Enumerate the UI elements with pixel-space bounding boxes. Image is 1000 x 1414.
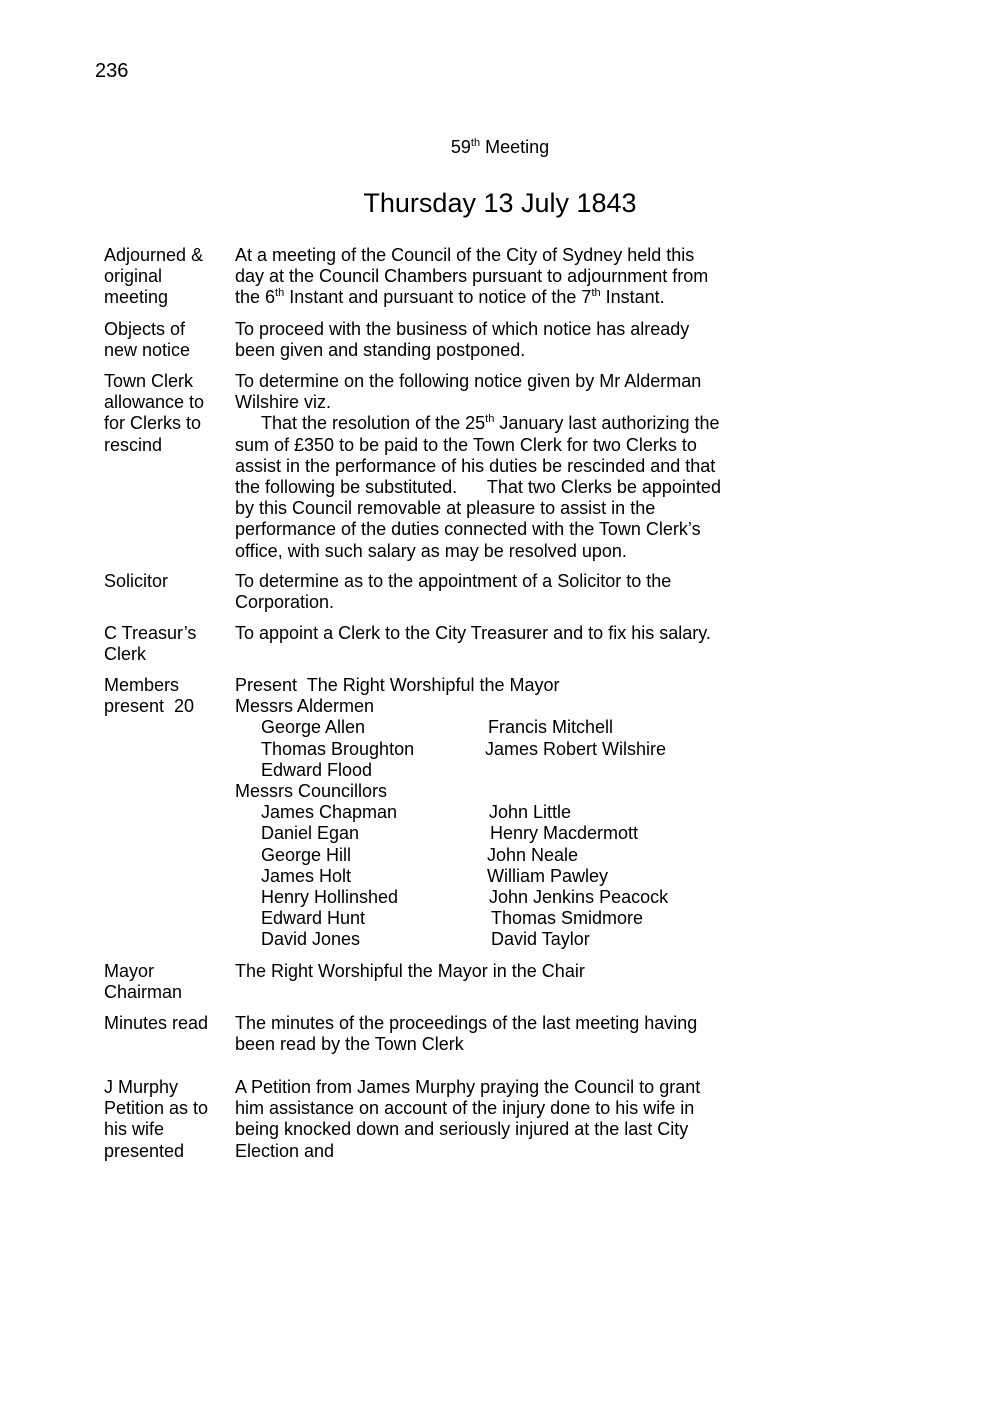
alderman-name: Francis Mitchell	[488, 717, 614, 738]
section-members-present	[104, 675, 744, 955]
present-line: Present The Right Worshipful the Mayor	[235, 675, 560, 695]
aldermen-heading: Messrs Aldermen	[235, 696, 375, 717]
section-text: To proceed with the business of which notice has already been given and standing postponed.	[235, 319, 690, 361]
alderman-name: Thomas Broughton	[261, 738, 415, 759]
alderman-name: Edward Flood	[261, 759, 373, 780]
meeting-label: Meeting	[485, 137, 550, 157]
councillor-name: David Taylor	[491, 929, 590, 950]
councillor-name: George Hill	[261, 844, 352, 865]
councillor-name: Edward Hunt	[261, 908, 366, 929]
councillor-name: Daniel Egan	[261, 823, 360, 844]
councillor-name: John Neale	[487, 844, 579, 865]
margin-note: Solicitor	[104, 571, 169, 591]
section-text: The minutes of the proceedings of the last meeting having been read by the Town Clerk	[235, 1013, 698, 1055]
margin-note: Members present 20	[104, 675, 195, 717]
councillor-name: James Holt	[261, 865, 352, 886]
section-text: At a meeting of the Council of the City of Sydney held this day at the Council Chambers pursuant to adjournment from the 6th Instant and pursuant to notice of the 7th Instant.	[235, 245, 709, 308]
alderman-name: George Allen	[261, 717, 366, 738]
councillor-name: Thomas Smidmore	[491, 908, 644, 929]
section-adjourned	[104, 245, 744, 311]
section-minutes-read	[104, 1013, 744, 1057]
section-solicitor	[104, 571, 744, 615]
section-petition	[104, 1077, 744, 1165]
margin-note: J Murphy Petition as to his wife presented	[104, 1077, 209, 1161]
margin-note: Minutes read	[104, 1013, 209, 1033]
meeting-number-suffix: th	[470, 137, 481, 149]
margin-note: Adjourned & original meeting	[104, 245, 204, 308]
section-text: The Right Worshipful the Mayor in the Chair	[235, 961, 585, 981]
meeting-number	[0, 137, 1000, 158]
margin-note: Objects of new notice	[104, 319, 191, 361]
section-text: To determine as to the appointment of a Solicitor to the Corporation.	[235, 571, 672, 613]
alderman-name: James Robert Wilshire	[485, 738, 667, 759]
councillor-name: David Jones	[261, 929, 361, 950]
section-text: A Petition from James Murphy praying the Council to grant him assistance on account of the injury done to his wife in being knocked down and seriously injured at the last City Election and	[235, 1077, 701, 1161]
margin-note: Mayor Chairman	[104, 961, 183, 1003]
meeting-number-value: 59	[450, 137, 471, 157]
section-objects	[104, 319, 744, 363]
councillor-name: John Jenkins Peacock	[489, 887, 669, 907]
section-mayor-chairman	[104, 961, 744, 1005]
councillor-name: John Little	[489, 802, 572, 823]
section-text: To appoint a Clerk to the City Treasurer and to fix his salary.	[235, 623, 711, 643]
councillors-heading: Messrs Councillors	[235, 781, 388, 801]
margin-note: C Treasur’s Clerk	[104, 623, 197, 665]
councillor-name: Henry Hollinshed	[261, 887, 399, 907]
councillor-name: James Chapman	[261, 802, 398, 823]
section-town-clerk	[104, 371, 744, 563]
page-number: 236	[95, 60, 129, 82]
members-list	[235, 675, 755, 951]
aldermen-names	[235, 717, 755, 781]
section-treasurer-clerk	[104, 623, 744, 667]
councillor-name: William Pawley	[487, 865, 609, 886]
meeting-date: Thursday 13 July 1843	[363, 188, 637, 218]
section-text: To determine on the following notice given by Mr Alderman Wilshire viz. That the resolution of the 25th January last authorizing the sum of £350 to be paid to the Town Clerk for two Clerks to assist in the performance of his duties be rescinded and that the following be substituted. That two Clerks be appointed by this Council removable at pleasure to assist in the performance of the duties connected with the Town Clerk’s office, with such salary as may be resolved upon.	[235, 371, 721, 561]
councillor-name: Henry Macdermott	[490, 823, 639, 844]
councillors-names	[235, 802, 755, 950]
margin-note: Town Clerk allowance to for Clerks to rescind	[104, 371, 205, 455]
